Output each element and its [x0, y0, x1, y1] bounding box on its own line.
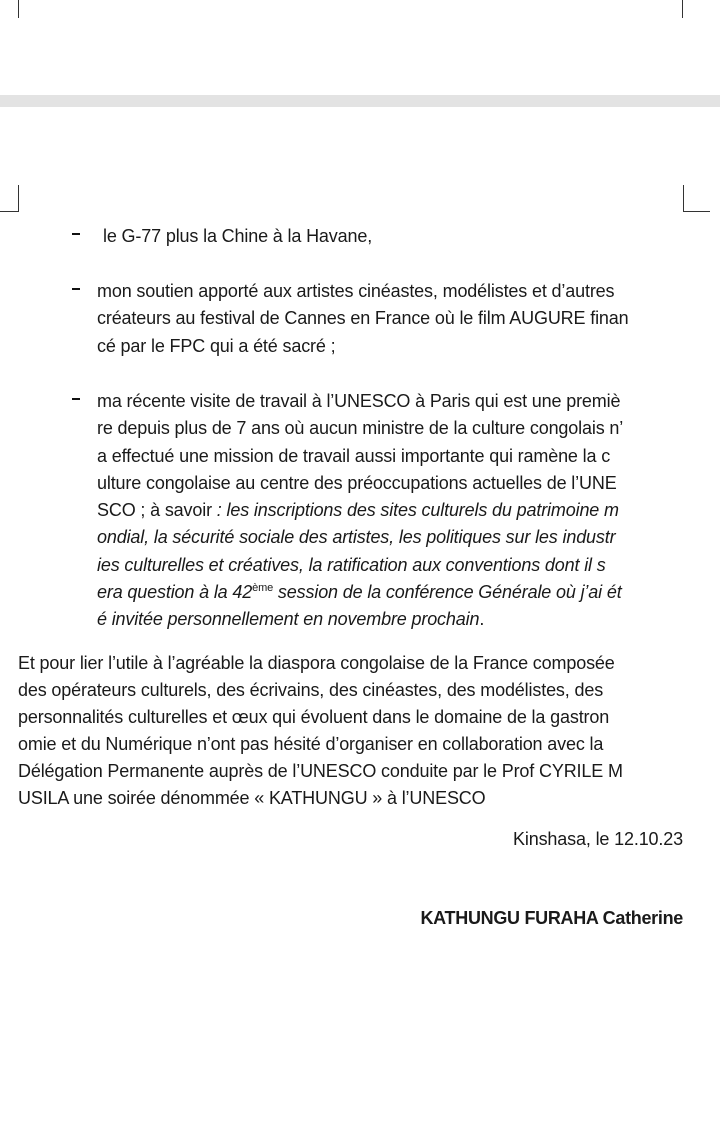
dash-bullet-icon — [72, 233, 80, 235]
signature-name: KATHUNGU FURAHA Catherine — [420, 908, 683, 928]
list-item-text-end: . — [479, 609, 485, 630]
list-item-text: mon soutien apporté aux artistes cinéastes, modélistes et d’autres créateurs au festival de Cannes en France où le film AUGURE finan cé par le FPC qui a été sacré ; — [97, 281, 629, 356]
place-date: Kinshasa, le 12.10.23 — [513, 829, 683, 849]
crop-mark-top-left — [18, 0, 19, 18]
list-item-text-italic: : les inscriptions des sites culturels du patrimoine m ondial, la sécurité sociale des artistes, les politiques sur les industr ies culturelles et créatives, la ratification aux conventions dont il s era question à la 42 — [97, 500, 619, 603]
list-item-text-italic-end: session de la conférence Générale où j’ai ét é invitée personnellement en novembre prochain — [97, 582, 622, 630]
page-separator — [0, 95, 720, 107]
dash-bullet-icon — [72, 398, 80, 400]
crop-mark-top-right — [682, 0, 683, 18]
dash-bullet-icon — [72, 288, 80, 290]
list-item-text: le G-77 plus la Chine à la Havane, — [103, 226, 373, 246]
crop-mark-right-vertical — [683, 185, 684, 212]
superscript: ème — [252, 582, 274, 595]
crop-mark-left-vertical — [18, 185, 19, 212]
list-item-text — [97, 388, 687, 634]
crop-mark-right-horizontal — [683, 211, 710, 212]
crop-mark-left-horizontal — [0, 211, 19, 212]
body-paragraph: Et pour lier l’utile à l’agréable la diaspora congolaise de la France composée des opérateurs culturels, des écrivains, des cinéastes, des modélistes, des personnalités culturelles et œux qui évoluent dans le domaine de la gastron omie et du Numérique n’ont pas hésité d’organiser en collaboration avec la Délégation Permanente auprès de l’UNESCO conduite par le Prof CYRILE M USILA une soirée dénommée « KATHUNGU » à l’UNESCO — [18, 653, 623, 809]
list-item-text-plain: ma récente visite de travail à l’UNESCO à Paris qui est une premiè re depuis plus de 7 ans où aucun ministre de la culture congolais n’ a effectué une mission de travail aussi importante qui ramène la c ulture congolaise au centre des préoccupations actuelles de l’UNE SCO ; à savoir — [97, 391, 624, 521]
